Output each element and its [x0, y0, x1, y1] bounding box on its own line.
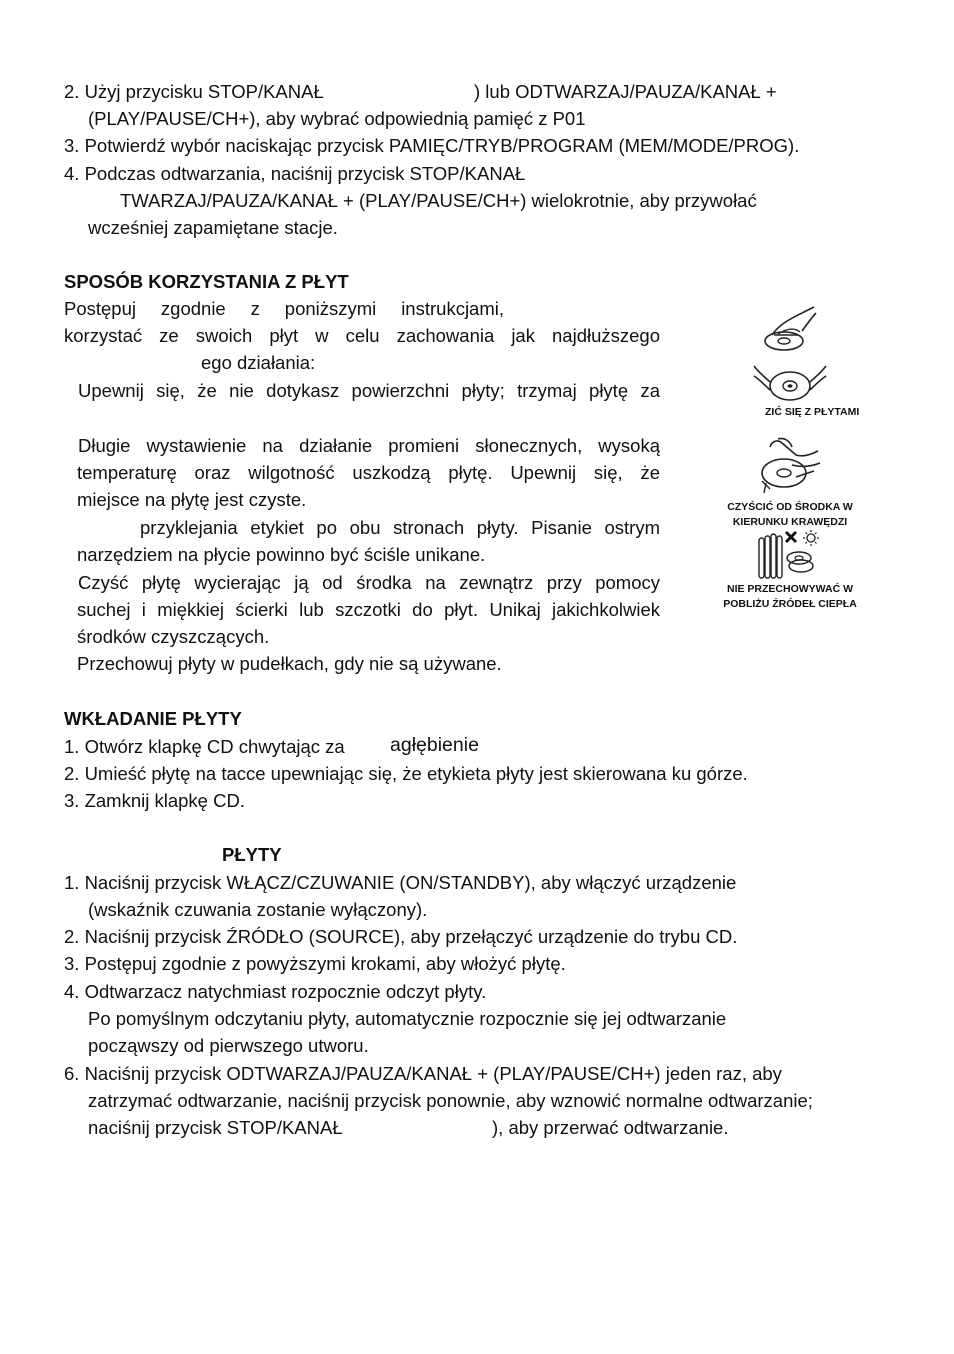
top-list-item-4: 4. Podczas odtwarzania, naciśnij przycisk STOP/KANAŁ — [64, 163, 526, 184]
discs-item-1: Upewnij się, że nie dotykasz powierzchni płyty; trzymaj płytę za — [78, 380, 660, 401]
discs-item-5: Przechowuj płyty w pudełkach, gdy nie są używane. — [77, 653, 502, 674]
insert-item-2: 2. Umieść płytę na tacce upewniając się, że etykieta płyty jest skierowana ku górze. — [64, 763, 748, 784]
discs-item-2-line-2: temperaturę oraz wilgotność uszkodzą płytę. Upewnij się, że — [77, 462, 660, 483]
discs-intro-3: ego działania: — [201, 352, 316, 373]
play-item-6-cont-2a: naciśnij przycisk STOP/KANAŁ — [88, 1117, 343, 1138]
caption-heat-line-1: NIE PRZECHOWYWAĆ W — [727, 583, 853, 595]
caption-handle-discs: ZIĆ SIĘ Z PŁYTAMI — [765, 406, 860, 418]
discs-item-4-line-2: suchej i miękkiej ścierki lub szczotki do płyt. Unikaj jakichkolwiek — [77, 599, 660, 620]
play-item-5: Po pomyślnym odczytaniu płyty, automatycznie rozpocznie się jej odtwarzanie — [88, 1008, 727, 1029]
play-heading: PŁYTY — [222, 844, 282, 865]
top-list-item-4-cont-2: wcześniej zapamiętane stacje. — [88, 217, 338, 238]
play-item-2: 2. Naciśnij przycisk ŹRÓDŁO (SOURCE), aby przełączyć urządzenie do trybu CD. — [64, 926, 738, 947]
top-list-item-2a: 2. Użyj przycisku STOP/KANAŁ — [64, 81, 324, 102]
play-item-1-cont: (wskaźnik czuwania zostanie wyłączony). — [88, 899, 428, 920]
top-list-item-4-cont-1: TWARZAJ/PAUZA/KANAŁ + (PLAY/PAUSE/CH+) wielokrotnie, aby przywołać — [120, 190, 757, 211]
play-item-3: 3. Postępuj zgodnie z powyższymi krokami, aby włożyć płytę. — [64, 953, 566, 974]
play-item-1: 1. Naciśnij przycisk WŁĄCZ/CZUWANIE (ON/STANDBY), aby włączyć urządzenie — [64, 872, 737, 893]
play-item-4: 4. Odtwarzacz natychmiast rozpocznie odczyt płyty. — [64, 981, 487, 1002]
play-item-6-cont-1: zatrzymać odtwarzanie, naciśnij przycisk ponownie, aby wznowić normalne odtwarzanie; — [88, 1090, 813, 1111]
play-item-5-cont: począwszy od pierwszego utworu. — [88, 1035, 369, 1056]
insert-heading: WKŁADANIE PŁYTY — [64, 708, 242, 729]
insert-item-3: 3. Zamknij klapkę CD. — [64, 790, 245, 811]
discs-heading: SPOSÓB KORZYSTANIA Z PŁYT — [64, 271, 349, 292]
top-list-item-2b: ) lub ODTWARZAJ/PAUZA/KANAŁ + — [474, 81, 777, 102]
discs-intro-1: Postępuj zgodnie z poniższymi instrukcjami, — [64, 298, 504, 319]
top-list-item-3: 3. Potwierdź wybór naciskając przycisk PAMIĘC/TRYB/PROGRAM (MEM/MODE/PROG). — [64, 135, 800, 156]
caption-heat-line-2: POBLIŻU ŹRÓDEŁ CIEPŁA — [723, 598, 857, 610]
discs-item-4-line-1: Czyść płytę wycierając ją od środka na zewnątrz przy pomocy — [78, 572, 660, 593]
discs-item-4-line-3: środków czyszczących. — [77, 626, 270, 647]
discs-item-2-line-3: miejsce na płytę jest czyste. — [77, 489, 307, 510]
play-item-6-cont-2b: ), aby przerwać odtwarzanie. — [492, 1117, 729, 1138]
discs-item-3-line-1: przyklejania etykiet po obu stronach płyty. Pisanie ostrym — [140, 517, 660, 538]
heater-with-disc-icon — [757, 528, 823, 582]
insert-item-1: 1. Otwórz klapkę CD chwytając za — [64, 736, 345, 757]
hand-touching-disc-icon — [758, 305, 822, 353]
discs-item-2-line-1: Długie wystawienie na działanie promieni słonecznych, wysoką — [78, 435, 660, 456]
discs-intro-2: korzystać ze swoich płyt w celu zachowania jak najdłuższego — [64, 325, 660, 346]
insert-item-1-tail: agłębienie — [390, 734, 479, 756]
discs-item-3-line-2: narzędziem na płycie powinno być ściśle unikane. — [77, 544, 486, 565]
top-list-item-2-cont: (PLAY/PAUSE/CH+), aby wybrać odpowiednią pamięć z P01 — [88, 108, 586, 129]
play-item-6: 6. Naciśnij przycisk ODTWARZAJ/PAUZA/KANAŁ + (PLAY/PAUSE/CH+) jeden raz, aby — [64, 1063, 782, 1084]
hand-cleaning-disc-icon — [756, 437, 826, 497]
caption-clean-line-2: KIERUNKU KRAWĘDZI — [732, 516, 848, 528]
hands-holding-disc-edges-icon — [752, 360, 828, 408]
caption-clean-line-1: CZYŚCIĆ OD ŚRODKA W — [727, 501, 853, 513]
